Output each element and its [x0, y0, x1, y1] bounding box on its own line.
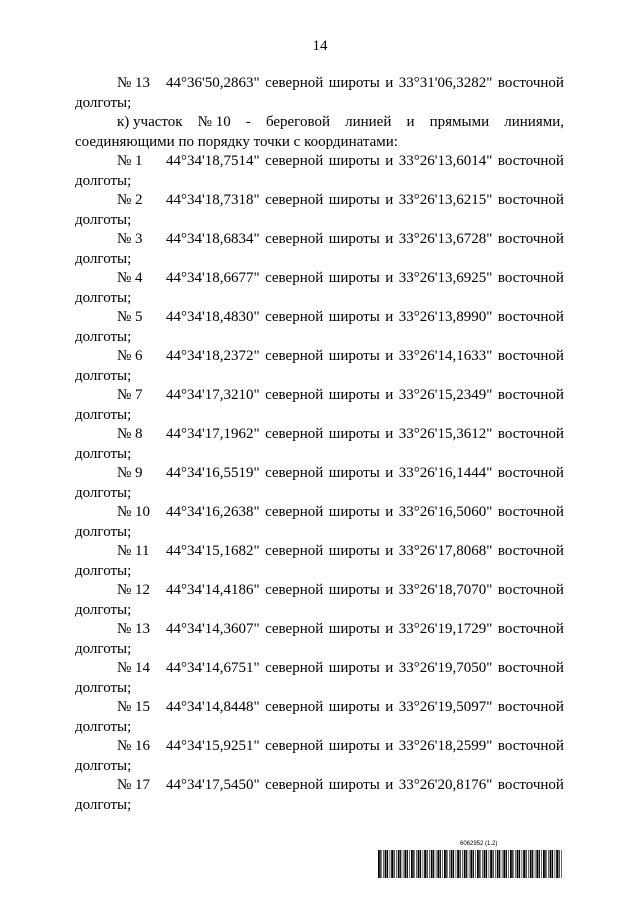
point-number: № 6: [117, 348, 143, 364]
longitude-value: 33°26'15,2349": [398, 387, 493, 403]
longitude-suffix: долготы;: [75, 367, 132, 384]
point-number: № 16: [117, 738, 151, 754]
latitude-value: 44°34'14,6751": [166, 660, 260, 676]
latitude-word2: широты: [328, 543, 380, 559]
latitude-word2: широты: [328, 75, 380, 91]
latitude-word2: широты: [328, 348, 380, 364]
and-word: и: [385, 426, 394, 442]
longitude-word: восточной: [497, 192, 564, 208]
longitude-value: 33°26'19,5097": [398, 699, 493, 715]
coordinate-entry: [75, 659, 564, 698]
paragraph-word: и: [406, 114, 415, 130]
latitude-word2: широты: [328, 387, 380, 403]
latitude-value: 44°34'14,3607": [166, 621, 260, 637]
longitude-suffix: долготы;: [75, 757, 132, 774]
latitude-word: северной: [265, 621, 324, 637]
coordinate-entry: [75, 191, 564, 230]
latitude-word: северной: [265, 75, 324, 91]
longitude-suffix: долготы;: [75, 94, 132, 111]
paragraph-line2: соединяющими по порядку точки с координатами:: [75, 133, 398, 150]
point-number: № 11: [117, 543, 150, 559]
and-word: и: [385, 270, 394, 286]
longitude-word: восточной: [497, 699, 564, 715]
longitude-suffix: долготы;: [75, 796, 132, 813]
longitude-suffix: долготы;: [75, 484, 132, 501]
latitude-word2: широты: [328, 699, 380, 715]
and-word: и: [385, 543, 394, 559]
and-word: и: [385, 309, 394, 325]
latitude-word2: широты: [328, 192, 380, 208]
longitude-suffix: долготы;: [75, 640, 132, 657]
longitude-suffix: долготы;: [75, 289, 132, 306]
and-word: и: [385, 699, 394, 715]
point-number: № 2: [117, 192, 143, 208]
coordinate-entry: [75, 503, 564, 542]
point-number: № 8: [117, 426, 143, 442]
coordinate-entry: [75, 347, 564, 386]
coordinate-entry: [75, 581, 564, 620]
paragraph-word: прямыми: [429, 114, 490, 130]
point-number: № 7: [117, 387, 143, 403]
longitude-value: 33°26'16,1444": [398, 465, 493, 481]
and-word: и: [385, 231, 394, 247]
latitude-word: северной: [265, 699, 324, 715]
latitude-word2: широты: [328, 582, 380, 598]
longitude-suffix: долготы;: [75, 601, 132, 618]
latitude-word: северной: [265, 660, 324, 676]
point-number: № 13: [117, 75, 151, 91]
longitude-suffix: долготы;: [75, 211, 132, 228]
latitude-value: 44°34'18,4830": [166, 309, 260, 325]
section-paragraph: [75, 113, 564, 152]
latitude-word: северной: [265, 348, 324, 364]
coordinate-entry: [75, 74, 564, 113]
point-number: № 4: [117, 270, 143, 286]
longitude-word: восточной: [497, 309, 564, 325]
and-word: и: [385, 348, 394, 364]
longitude-word: восточной: [497, 543, 564, 559]
longitude-value: 33°26'16,5060": [398, 504, 493, 520]
longitude-suffix: долготы;: [75, 562, 132, 579]
point-number: № 9: [117, 465, 143, 481]
and-word: и: [385, 387, 394, 403]
coordinate-entry: [75, 464, 564, 503]
longitude-word: восточной: [497, 348, 564, 364]
latitude-word: северной: [265, 777, 324, 793]
latitude-word: северной: [265, 387, 324, 403]
longitude-word: восточной: [497, 153, 564, 169]
longitude-value: 33°26'13,8990": [398, 309, 493, 325]
latitude-value: 44°34'17,5450": [166, 777, 260, 793]
coordinate-entry: [75, 425, 564, 464]
longitude-word: восточной: [497, 426, 564, 442]
coordinate-entry: [75, 386, 564, 425]
latitude-value: 44°34'15,9251": [166, 738, 260, 754]
longitude-word: восточной: [497, 777, 564, 793]
paragraph-word: линиями,: [504, 114, 564, 130]
coordinate-entry: [75, 308, 564, 347]
latitude-word: северной: [265, 543, 324, 559]
latitude-word2: широты: [328, 660, 380, 676]
coordinate-entry: [75, 269, 564, 308]
longitude-value: 33°26'15,3612": [398, 426, 493, 442]
coordinate-entry: [75, 152, 564, 191]
latitude-value: 44°34'16,5519": [166, 465, 260, 481]
longitude-suffix: долготы;: [75, 172, 132, 189]
coordinate-entry: [75, 737, 564, 776]
latitude-word: северной: [265, 582, 324, 598]
latitude-value: 44°34'18,6834": [166, 231, 260, 247]
latitude-word: северной: [265, 504, 324, 520]
longitude-word: восточной: [497, 738, 564, 754]
and-word: и: [385, 777, 394, 793]
coordinate-entry: [75, 620, 564, 659]
paragraph-word: № 10: [197, 114, 231, 130]
latitude-word: северной: [265, 426, 324, 442]
latitude-value: 44°34'17,3210": [166, 387, 260, 403]
longitude-suffix: долготы;: [75, 679, 132, 696]
latitude-value: 44°34'18,7318": [166, 192, 260, 208]
point-number: № 17: [117, 777, 151, 793]
latitude-value: 44°36'50,2863": [166, 75, 260, 91]
longitude-suffix: долготы;: [75, 406, 132, 423]
and-word: и: [385, 738, 394, 754]
and-word: и: [385, 621, 394, 637]
and-word: и: [385, 465, 394, 481]
longitude-suffix: долготы;: [75, 523, 132, 540]
coordinate-entry: [75, 230, 564, 269]
point-number: № 5: [117, 309, 143, 325]
point-number: № 14: [117, 660, 151, 676]
latitude-value: 44°34'15,1682": [166, 543, 260, 559]
point-number: № 12: [117, 582, 151, 598]
latitude-word: северной: [265, 153, 324, 169]
latitude-word2: широты: [328, 777, 380, 793]
barcode: [378, 850, 564, 878]
paragraph-word: -: [245, 114, 251, 130]
coordinate-entry: [75, 776, 564, 815]
longitude-word: восточной: [497, 387, 564, 403]
coordinate-entry: [75, 542, 564, 581]
longitude-value: 33°26'18,2599": [398, 738, 493, 754]
and-word: и: [385, 75, 394, 91]
longitude-word: восточной: [497, 582, 564, 598]
and-word: и: [385, 153, 394, 169]
latitude-value: 44°34'14,8448": [166, 699, 260, 715]
and-word: и: [385, 504, 394, 520]
latitude-word2: широты: [328, 309, 380, 325]
longitude-suffix: долготы;: [75, 718, 132, 735]
longitude-word: восточной: [497, 504, 564, 520]
longitude-suffix: долготы;: [75, 445, 132, 462]
longitude-value: 33°26'18,7070": [398, 582, 493, 598]
longitude-word: восточной: [497, 75, 564, 91]
and-word: и: [385, 660, 394, 676]
document-body: [75, 74, 564, 815]
latitude-word: северной: [265, 231, 324, 247]
longitude-value: 33°26'17,8068": [398, 543, 493, 559]
latitude-value: 44°34'17,1962": [166, 426, 260, 442]
point-number: № 13: [117, 621, 151, 637]
latitude-word2: широты: [328, 504, 380, 520]
latitude-word2: широты: [328, 621, 380, 637]
coordinate-list: [75, 152, 564, 815]
coordinate-entry: [75, 698, 564, 737]
page-number: 14: [312, 38, 328, 54]
latitude-word2: широты: [328, 270, 380, 286]
longitude-word: восточной: [497, 270, 564, 286]
latitude-word2: широты: [328, 738, 380, 754]
point-number: № 3: [117, 231, 143, 247]
paragraph-word: береговой: [265, 114, 330, 130]
point-number: № 1: [117, 153, 143, 169]
latitude-word: северной: [265, 309, 324, 325]
paragraph-word: к) участок: [117, 114, 183, 130]
latitude-value: 44°34'18,7514": [166, 153, 260, 169]
longitude-word: восточной: [497, 465, 564, 481]
and-word: и: [385, 192, 394, 208]
latitude-word2: широты: [328, 426, 380, 442]
latitude-word: северной: [265, 465, 324, 481]
latitude-word2: широты: [328, 465, 380, 481]
longitude-value: 33°31'06,3282": [398, 75, 493, 91]
and-word: и: [385, 582, 394, 598]
latitude-word: северной: [265, 192, 324, 208]
point-number: № 15: [117, 699, 151, 715]
latitude-word: северной: [265, 738, 324, 754]
longitude-suffix: долготы;: [75, 250, 132, 267]
latitude-value: 44°34'16,2638": [166, 504, 260, 520]
document-code: 6062952 (1.2): [460, 841, 498, 847]
longitude-suffix: долготы;: [75, 328, 132, 345]
longitude-value: 33°26'13,6215": [398, 192, 493, 208]
longitude-value: 33°26'20,8176": [398, 777, 493, 793]
longitude-value: 33°26'13,6925": [398, 270, 493, 286]
latitude-word: северной: [265, 270, 324, 286]
longitude-word: восточной: [497, 231, 564, 247]
latitude-value: 44°34'18,2372": [166, 348, 260, 364]
longitude-value: 33°26'13,6728": [398, 231, 493, 247]
longitude-word: восточной: [497, 621, 564, 637]
longitude-value: 33°26'19,7050": [398, 660, 493, 676]
longitude-value: 33°26'19,1729": [398, 621, 493, 637]
latitude-value: 44°34'14,4186": [166, 582, 260, 598]
paragraph-word: линией: [345, 114, 392, 130]
longitude-value: 33°26'14,1633": [398, 348, 493, 364]
latitude-word2: широты: [328, 231, 380, 247]
longitude-value: 33°26'13,6014": [398, 153, 493, 169]
latitude-word2: широты: [328, 153, 380, 169]
point-number: № 10: [117, 504, 151, 520]
latitude-value: 44°34'18,6677": [166, 270, 260, 286]
longitude-word: восточной: [497, 660, 564, 676]
